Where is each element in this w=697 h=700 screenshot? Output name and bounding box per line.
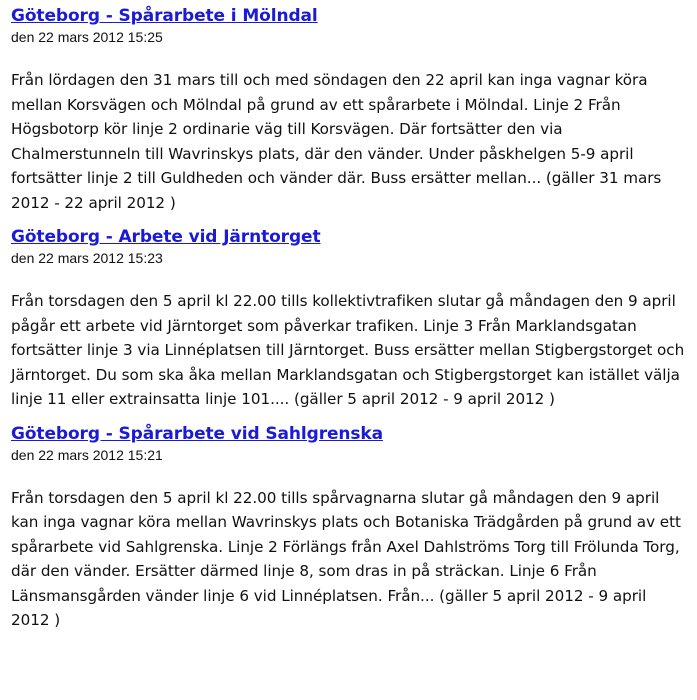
news-title-link[interactable]: Göteborg - Spårarbete vid Sahlgrenska [11,423,384,444]
news-title-link[interactable]: Göteborg - Arbete vid Järntorget [11,227,321,247]
news-title-link[interactable]: Göteborg - Spårarbete i Mölndal [11,6,318,26]
news-item-sahlgrenska [11,422,687,633]
news-body: Från lördagen den 31 mars till och med söndagen den 22 april kan inga vagnar köra mellan Korsvägen och Mölndal på grund av ett spårarbete i Mölndal. Linje 2 Från Högsbotorp kör linje 2 ordinarie väg till Korsvägen. Där fortsätter den via Chalmerstunneln till Wavrinskys plats, där den vänder. Under påskhelgen 5-9 april fortsätter linje 2 till Guldheden och vänder där. Buss ersätter mellan... (gäller 31 mars 2012 - 22 april 2012 ) [11,71,662,212]
news-body: Från torsdagen den 5 april kl 22.00 tills kollektivtrafiken slutar gå måndagen den 9 april pågår ett arbete vid Järntorget som påverkar trafiken. Linje 3 Från Marklandsgatan fortsätter linje 3 via Linnéplatsen till Järntorget. Buss ersätter mellan Stigbergstorget och Järntorget. Du som ska åka mellan Marklandsgatan och Stigbergstorget kan istället välja linje 11 eller extrainsatta linje 101.... (gäller 5 april 2012 - 9 april 2012 ) [11,292,685,408]
news-body: Från torsdagen den 5 april kl 22.00 tills spårvagnarna slutar gå måndagen den 9 april kan inga vagnar köra mellan Wavrinskys plats och Botaniska Trädgården på grund av ett spårarbete vid Sahlgrenska. Linje 2 Förlängs från Axel Dahlströms Torg till Frölunda Torg, där den vänder. Ersätter därmed linje 8, som dras in på sträckan. Linje 6 Från Länsmansgården vänder linje 6 vid Linnéplatsen. Från... (gäller 5 april 2012 - 9 april 2012 ) [11,488,681,629]
news-date: den 22 mars 2012 15:21 [11,446,163,463]
news-item-molndal [11,4,687,215]
news-date: den 22 mars 2012 15:23 [11,250,163,266]
news-item-jarntorget [11,225,687,412]
news-date: den 22 mars 2012 15:25 [11,29,163,45]
